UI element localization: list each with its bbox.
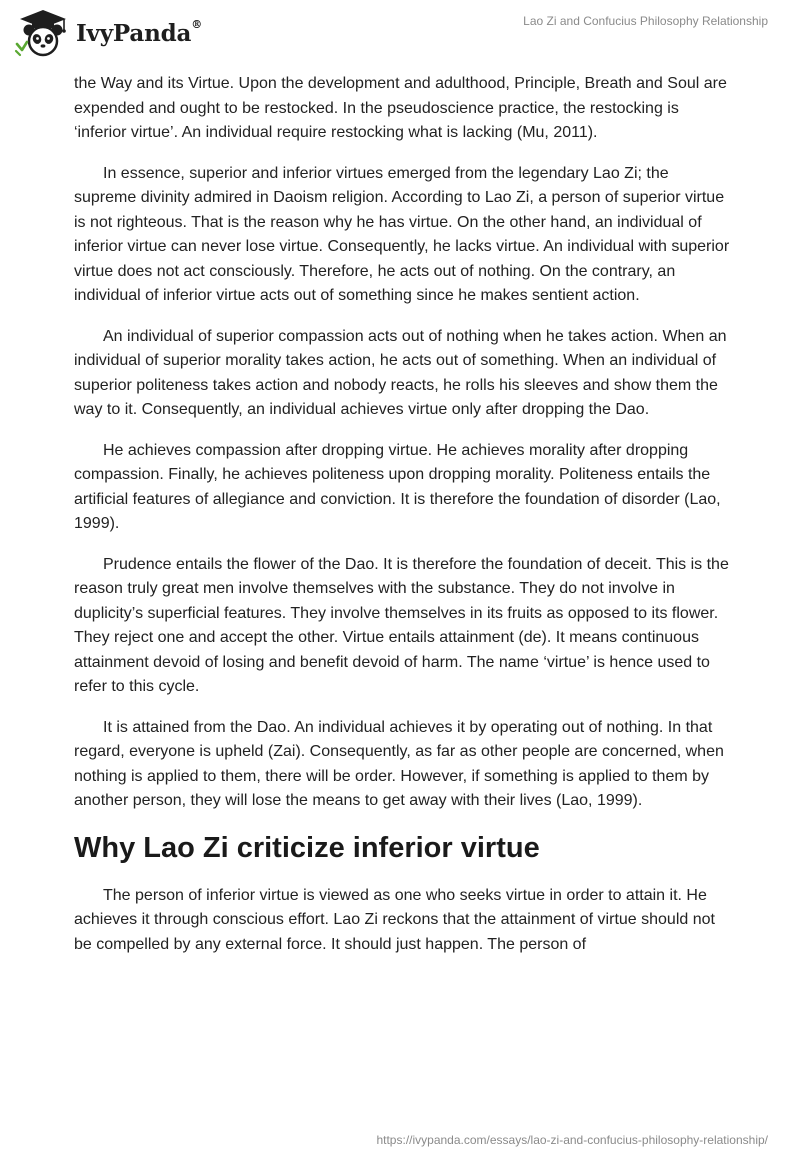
paragraph: In essence, superior and inferior virtues emerged from the legendary Lao Zi; the supreme divinity admired in Daoism religion. According to Lao Zi, a person of superior virtue is not righteous. That is the reason why he has virtue. On the other hand, an individual of inferior virtue can never lose virtue. Consequently, he lacks virtue. An individual with superior virtue does not act consciously. Therefore, he acts out of nothing. On the contrary, an individual of inferior virtue acts out of something since he makes sentient action. <box>74 164 730 304</box>
paragraph: Prudence entails the flower of the Dao. It is therefore the foundation of deceit. This is the reason truly great men involve themselves with the substance. They do not involve in duplicity’s superficial features. They involve themselves in its fruits as opposed to its flower. They reject one and accept the other. Virtue entails attainment (de). It means continuous attainment devoid of losing and benefit devoid of harm. The name ‘virtue’ is hence used to refer to this cycle. <box>74 555 729 695</box>
panda-graduate-icon <box>14 8 72 58</box>
document-title: Lao Zi and Confucius Philosophy Relationship <box>523 14 768 28</box>
paragraph: An individual of superior compassion acts out of nothing when he takes action. When an individual of superior morality takes action, he acts out of something. When an individual of superior politeness takes action and nobody reacts, he rolls his sleeves and show them the way to it. Consequently, an individual achieves virtue only after dropping the Dao. <box>74 327 727 418</box>
source-url[interactable]: https://ivypanda.com/essays/lao-zi-and-confucius-philosophy-relationship/ <box>376 1133 768 1147</box>
brand-name: IvyPanda® <box>76 17 202 47</box>
page-header <box>0 0 800 70</box>
section-heading: Why Lao Zi criticize inferior virtue <box>74 831 540 864</box>
paragraph: The person of inferior virtue is viewed as one who seeks virtue in order to attain it. He achieves it through conscious effort. Lao Zi reckons that the attainment of virtue should not be compelled by any external force. It should just happen. The person of <box>74 886 715 953</box>
essay-body <box>74 72 734 973</box>
paragraph: He achieves compassion after dropping virtue. He achieves morality after dropping compassion. Finally, he achieves politeness upon dropping morality. Politeness entails the artificial features of allegiance and conviction. It is therefore the foundation of disorder (Lao, 1999). <box>74 441 721 532</box>
ivypanda-logo[interactable] <box>14 8 202 58</box>
paragraph-continuation: the Way and its Virtue. Upon the development and adulthood, Principle, Breath and Soul are expended and ought to be restocked. In the pseudoscience practice, the restocking is ‘inferior virtue’. An individual require restocking what is lacking (Mu, 2011). <box>74 75 727 141</box>
paragraph: It is attained from the Dao. An individual achieves it by operating out of nothing. In that regard, everyone is upheld (Zai). Consequently, as far as other people are concerned, when nothing is applied to them, there will be order. However, if something is applied to them by another person, they will lose the means to get away with their lives (Lao, 1999). <box>74 718 724 809</box>
